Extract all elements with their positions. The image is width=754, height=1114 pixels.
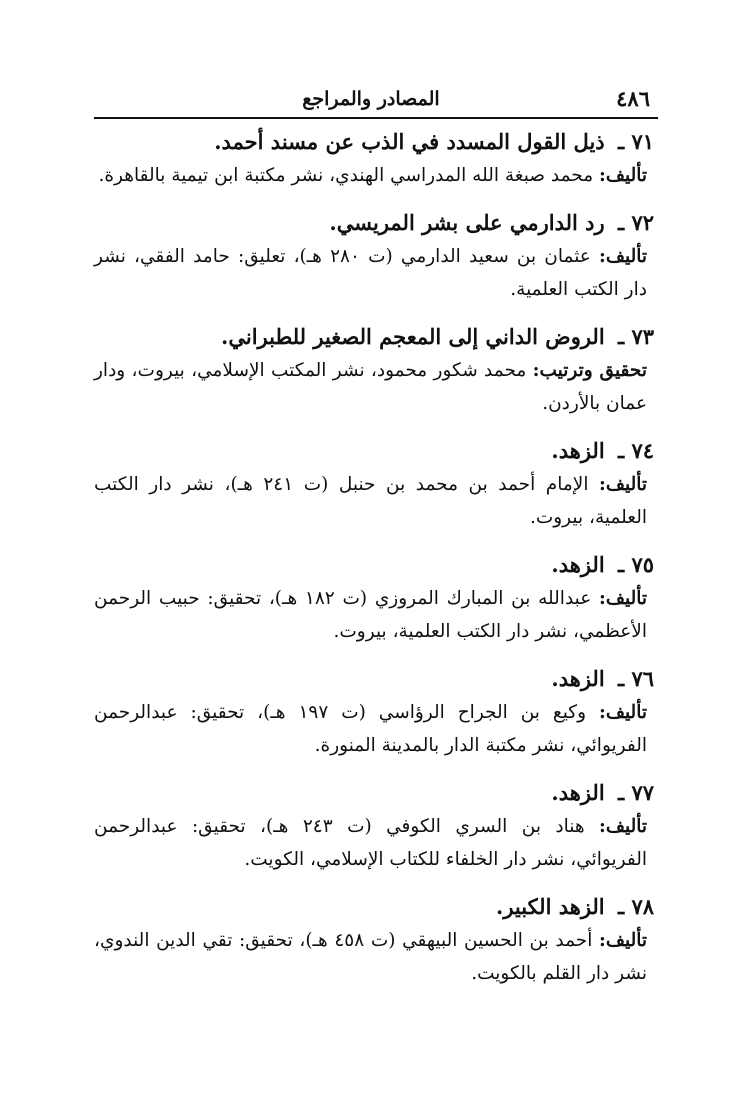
entry-title: الزهد. <box>551 666 605 691</box>
entry-details <box>94 354 654 420</box>
page-header <box>96 86 656 114</box>
entry-text: هناد بن السري الكوفي (ت ٢٤٣ هـ)، تحقيق: عبدالرحمن الفريوائي، نشر دار الخلفاء للكتاب الإسلامي، الكويت. <box>94 816 647 870</box>
entry-heading <box>94 319 654 354</box>
entry-number: ٧٨ ـ <box>617 894 654 919</box>
entry-text: عبدالله بن المبارك المروزي (ت ١٨٢ هـ)، تحقيق: حبيب الرحمن الأعظمي، نشر دار الكتب العلمية، بيروت. <box>94 588 647 642</box>
entry-role: تأليف: <box>599 930 647 951</box>
reference-entry <box>94 433 654 534</box>
entry-number: ٧١ ـ <box>617 129 654 154</box>
entry-number: ٧٦ ـ <box>617 666 654 691</box>
entry-role: تأليف: <box>599 246 647 267</box>
entry-heading <box>94 775 654 810</box>
references-list <box>94 124 654 1003</box>
reference-entry <box>94 319 654 420</box>
reference-entry <box>94 775 654 876</box>
entry-heading <box>94 661 654 696</box>
entry-details <box>94 810 654 876</box>
entry-heading <box>94 889 654 924</box>
entry-number: ٧٥ ـ <box>617 552 654 577</box>
reference-entry <box>94 547 654 648</box>
entry-text: وكيع بن الجراح الرؤاسي (ت ١٩٧ هـ)، تحقيق: عبدالرحمن الفريوائي، نشر مكتبة الدار بالمدينة المنورة. <box>94 702 647 756</box>
entry-text: الإمام أحمد بن محمد بن حنبل (ت ٢٤١ هـ)، نشر دار الكتب العلمية، بيروت. <box>94 474 647 528</box>
entry-number: ٧٢ ـ <box>617 210 654 235</box>
entry-details <box>94 159 654 192</box>
entry-heading <box>94 433 654 468</box>
entry-details <box>94 468 654 534</box>
entry-title: رد الدارمي على بشر المريسي. <box>329 210 605 235</box>
entry-text: محمد شكور محمود، نشر المكتب الإسلامي، بيروت، ودار عمان بالأردن. <box>94 360 647 414</box>
entry-heading <box>94 205 654 240</box>
entry-title: ذيل القول المسدد في الذب عن مسند أحمد. <box>214 129 605 154</box>
entry-role: تحقيق وترتيب: <box>532 360 648 381</box>
entry-role: تأليف: <box>599 165 647 186</box>
header-rule <box>94 117 658 119</box>
entry-details <box>94 582 654 648</box>
entry-text: أحمد بن الحسين البيهقي (ت ٤٥٨ هـ)، تحقيق: تقي الدين الندوي، نشر دار القلم بالكويت. <box>94 930 647 984</box>
entry-heading <box>94 124 654 159</box>
entry-title: الزهد. <box>551 780 605 805</box>
entry-number: ٧٤ ـ <box>617 438 654 463</box>
entry-title: الزهد. <box>551 438 605 463</box>
entry-number: ٧٣ ـ <box>617 324 654 349</box>
reference-entry <box>94 661 654 762</box>
entry-title: الزهد. <box>551 552 605 577</box>
reference-entry <box>94 124 654 192</box>
reference-entry <box>94 889 654 990</box>
entry-role: تأليف: <box>599 702 647 723</box>
entry-details <box>94 240 654 306</box>
entry-text: عثمان بن سعيد الدارمي (ت ٢٨٠ هـ)، تعليق: حامد الفقي، نشر دار الكتب العلمية. <box>94 246 647 300</box>
reference-entry <box>94 205 654 306</box>
entry-title: الزهد الكبير. <box>496 894 605 919</box>
entry-details <box>94 696 654 762</box>
entry-number: ٧٧ ـ <box>617 780 654 805</box>
entry-role: تأليف: <box>599 816 647 837</box>
entry-title: الروض الداني إلى المعجم الصغير للطبراني. <box>221 324 605 349</box>
page-number: ٤٨٦ <box>616 86 650 111</box>
entry-details <box>94 924 654 990</box>
entry-role: تأليف: <box>599 588 647 609</box>
entry-heading <box>94 547 654 582</box>
running-title: المصادر والمراجع <box>302 88 440 110</box>
entry-text: محمد صبغة الله المدراسي الهندي، نشر مكتبة ابن تيمية بالقاهرة. <box>98 165 594 186</box>
entry-role: تأليف: <box>599 474 647 495</box>
